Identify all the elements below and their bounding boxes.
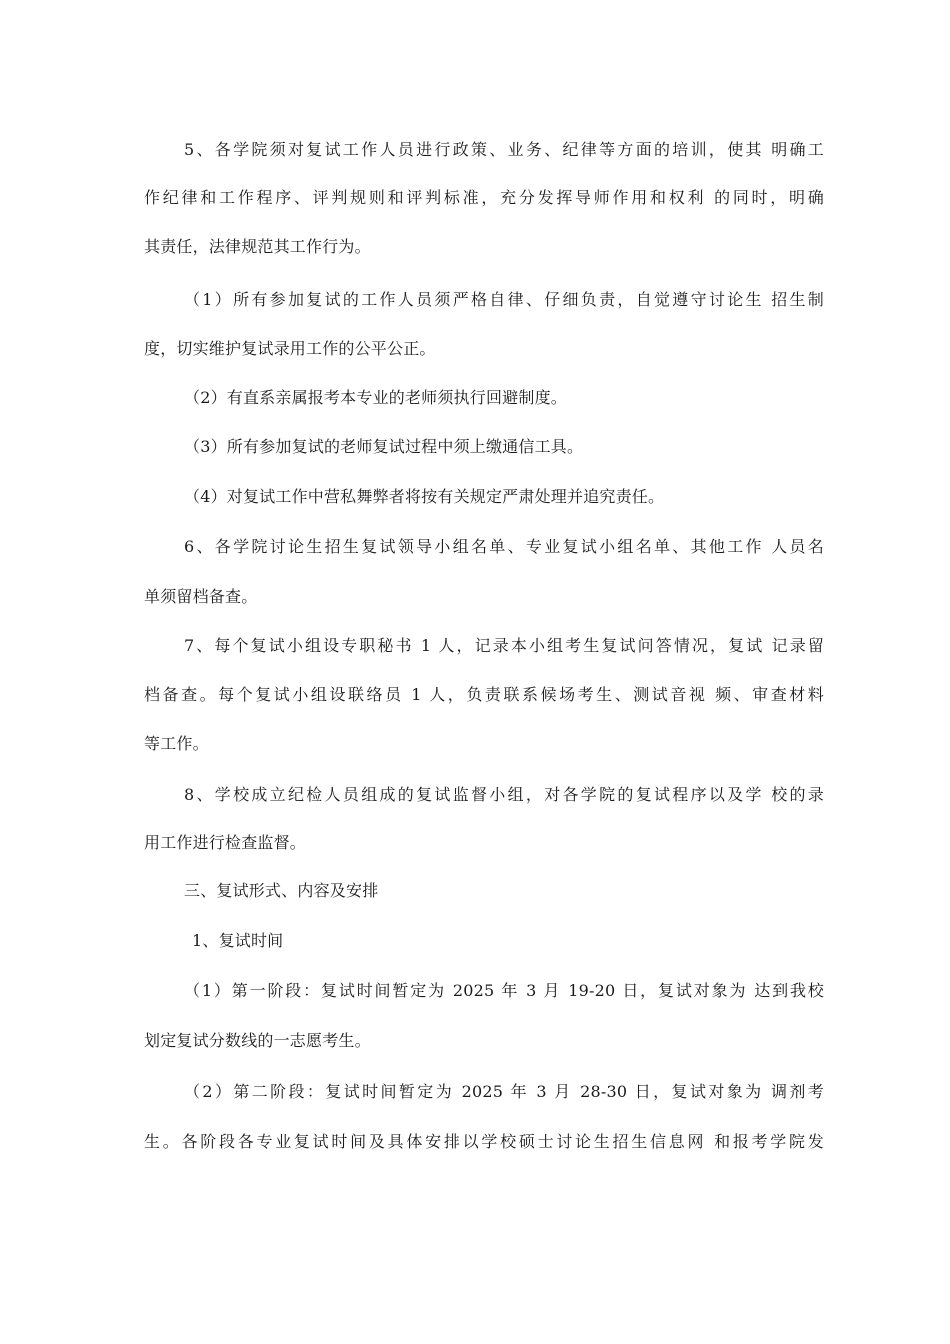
paragraph-6-line-2: 单须留档备查。	[144, 587, 258, 606]
paragraph-7-line-2: 档备查。每个复试小组设联络员 1 人，负责联系候场考生、测试音视 频、审查材料	[144, 685, 824, 704]
section-3-heading: 三、复试形式、内容及安排	[184, 881, 379, 900]
stage-1-line-2: 划定复试分数线的一志愿考生。	[144, 1031, 371, 1050]
stage-2-line-2: 生。各阶段各专业复试时间及具体安排以学校硕士讨论生招生信息网 和报考学院发	[144, 1132, 824, 1151]
paragraph-8-line-1: 8、学校成立纪检人员组成的复试监督小组，对各学院的复试程序以及学 校的录	[184, 785, 824, 804]
paragraph-5-2: （2）有直系亲属报考本专业的老师须执行回避制度。	[184, 388, 567, 407]
paragraph-5-4: （4）对复试工作中营私舞弊者将按有关规定严肃处理并追究责任。	[184, 487, 665, 506]
paragraph-5-1-line-1: （1）所有参加复试的工作人员须严格自律、仔细负责，自觉遵守讨论生 招生制	[184, 290, 824, 309]
paragraph-6-line-1: 6、各学院讨论生招生复试领导小组名单、专业复试小组名单、其他工作 人员名	[184, 537, 824, 556]
stage-1-line-1: （1）第一阶段：复试时间暂定为 2025 年 3 月 19-20 日，复试对象为 达到我校	[184, 981, 824, 1000]
paragraph-7-line-3: 等工作。	[144, 734, 209, 753]
section-3-1-heading: 1、复试时间	[192, 931, 284, 950]
paragraph-5-1-line-2: 度，切实维护复试录用工作的公平公正。	[144, 339, 436, 358]
paragraph-5-3: （3）所有参加复试的老师复试过程中须上缴通信工具。	[184, 437, 584, 456]
stage-2-line-1: （2）第二阶段：复试时间暂定为 2025 年 3 月 28-30 日，复试对象为 调剂考	[184, 1082, 824, 1101]
paragraph-5-line-1: 5、各学院须对复试工作人员进行政策、业务、纪律等方面的培训，使其 明确工	[184, 140, 824, 159]
paragraph-8-line-2: 用工作进行检查监督。	[144, 833, 307, 852]
paragraph-7-line-1: 7、每个复试小组设专职秘书 1 人，记录本小组考生复试问答情况，复试 记录留	[184, 636, 824, 655]
paragraph-5-line-2: 作纪律和工作程序、评判规则和评判标准，充分发挥导师作用和权利 的同时，明确	[144, 188, 824, 207]
paragraph-5-line-3: 其责任，法律规范其工作行为。	[144, 237, 371, 256]
